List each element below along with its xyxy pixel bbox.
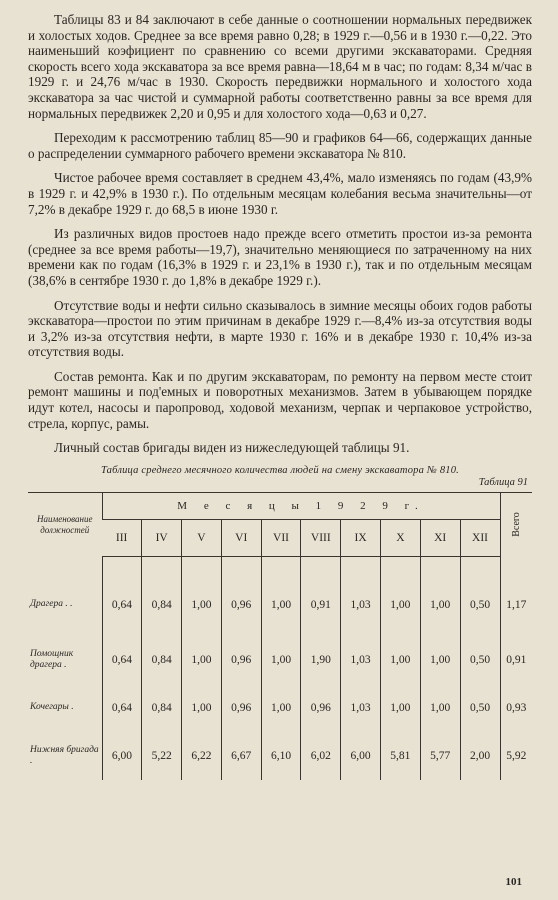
table-cell: 6,00 [341,732,381,780]
month-header-v: V [182,519,222,556]
table-cell: 1,03 [341,684,381,732]
table-cell: 1,00 [182,556,222,636]
table-cell: 0,84 [142,636,182,684]
table-cell: 2,00 [460,732,500,780]
table-cell: 1,00 [420,556,460,636]
table-cell: 1,00 [380,636,420,684]
table-cell: 1,00 [261,556,301,636]
paragraph-7: Личный состав бригады виден из нижеследующей таблицы 91. [54,440,410,456]
table-body [28,556,532,780]
table-cell: 5,81 [380,732,420,780]
table-cell: 0,50 [460,556,500,636]
paragraph-6: Состав ремонта. Как и по другим экскаваторам, по ремонту на первом месте стоит ремонт машины и под'емных и поворотных механизмов. Затем в убывающем порядке идут котел, насосы и паропровод, ходовой механизм, черпак и черпаковое устройство, стрела, корпус, рамы. [28,368,532,431]
month-header-xii: XII [460,519,500,556]
months-header: М е с я ц ы 1 9 2 9 г. [102,492,500,519]
row-label: Кочегары . [30,702,74,713]
table-cell: 1,00 [380,556,420,636]
table-cell: 1,03 [341,556,381,636]
table-row [28,732,532,780]
table-cell: 0,50 [460,636,500,684]
table-cell: 1,00 [380,684,420,732]
paragraph-4: Из различных видов простоев надо прежде всего отметить простои из-за ремонта (среднее за все время работы—19,7), значительно меняющиеся по затраченному на них времени как по годам (16,3% в 1929 г. и 23,1% в 1930 г.), так и по отдельным месяцам (38,6% в сентябре 1930 г. до 1,8% в декабре 1929 г.). [28,226,532,288]
table-cell: 0,96 [221,636,261,684]
crew-table [28,492,532,780]
table-cell: 0,64 [102,684,142,732]
table-cell: 1,00 [182,684,222,732]
body-text [28,12,532,456]
table-cell: 0,84 [142,556,182,636]
table-cell: 0,64 [102,556,142,636]
month-header-viii: VIII [301,519,341,556]
table-cell: 1,00 [261,684,301,732]
table-row [28,684,532,732]
paragraph-2: Переходим к рассмотрению таблиц 85—90 и графиков 64—66, содержащих данные о распределении суммарного рабочего времени экскаватора № 810. [28,130,532,161]
paragraph-1: Таблицы 83 и 84 заключают в себе данные о соотношении нормальных передвижек и холостых ходов. Среднее за все время равно 0,28; в 1929 г.—0,56 и в 1930 г.—0,22. Это наименьший коэфициент по сравнению со всеми другими экскаваторами. Средняя скорость всего хода экскаватора за все время равна—18,64 м в час; по годам: 8,34 м/час в 1929 г. и 24,76 м/час в 1930. Скорость передвижки нормального и холостого хода экскаватора за час чистой и суммарной работы соответственно равны за все время для нормальных передвижек 2,20 и 0,95 и для холостого хода—0,63 и 0,27. [28,12,532,121]
total-header [500,492,532,556]
total-cell: 5,92 [500,732,532,780]
row-label: Помощник драгера . [30,648,74,670]
total-header-text: Всего [510,512,522,537]
table-cell: 0,91 [301,556,341,636]
month-header-ix: IX [341,519,381,556]
table-cell: 1,90 [301,636,341,684]
table-cell: 5,77 [420,732,460,780]
month-header-iv: IV [142,519,182,556]
row-label: Драгера . . [30,599,73,610]
table-cell: 0,64 [102,636,142,684]
paragraph-5: Отсутствие воды и нефти сильно сказывалось в зимние месяцы обоих годов работы экскаватора—простои по этим причинам в декабре 1929 г.—8,4% из-за отсутствия воды и 3,2% из-за отсутствия нефти, в марте 1930 г. 16% и в декабре 1930 г. 10,4% из-за отсутствия воды. [28,297,532,360]
table-cell: 6,10 [261,732,301,780]
total-cell: 1,17 [500,556,532,636]
paragraph-3: Чистое рабочее время составляет в среднем 43,4%, мало изменяясь по годам (43,9% в 1929 г. и 42,9% в 1930 г.). По отдельным месяцам колебания весьма значительны—от 7,2% в декабре 1929 г. до 68,5 в июне 1930 г. [28,170,532,217]
table-cell: 1,00 [420,684,460,732]
month-header-iii: III [102,519,142,556]
month-row [28,519,532,556]
table-cell: 1,03 [341,636,381,684]
page-number: 101 [505,876,522,888]
table-cell: 0,96 [221,684,261,732]
row-header: Наименование должностей [28,492,102,556]
table-cell: 1,00 [182,636,222,684]
row-label: Нижняя бригада . [30,744,99,766]
table-cell: 0,84 [142,684,182,732]
table-cell: 6,02 [301,732,341,780]
table-caption: Таблица среднего месячного количества людей на смену экскаватора № 810. [101,464,459,476]
table-cell: 5,22 [142,732,182,780]
table-cell: 0,96 [301,684,341,732]
month-header-x: X [380,519,420,556]
table-row [28,636,532,684]
month-header-xi: XI [420,519,460,556]
month-header-vi: VI [221,519,261,556]
table-cell: 0,50 [460,684,500,732]
table-row [28,556,532,636]
table-cell: 0,96 [221,556,261,636]
table-cell: 6,22 [182,732,222,780]
table-cell: 1,00 [420,636,460,684]
total-cell: 0,91 [500,636,532,684]
month-header-vii: VII [261,519,301,556]
total-cell: 0,93 [500,684,532,732]
table-cell: 6,00 [102,732,142,780]
table-cell: 1,00 [261,636,301,684]
table-label: Таблица 91 [478,476,528,488]
table-cell: 6,67 [221,732,261,780]
